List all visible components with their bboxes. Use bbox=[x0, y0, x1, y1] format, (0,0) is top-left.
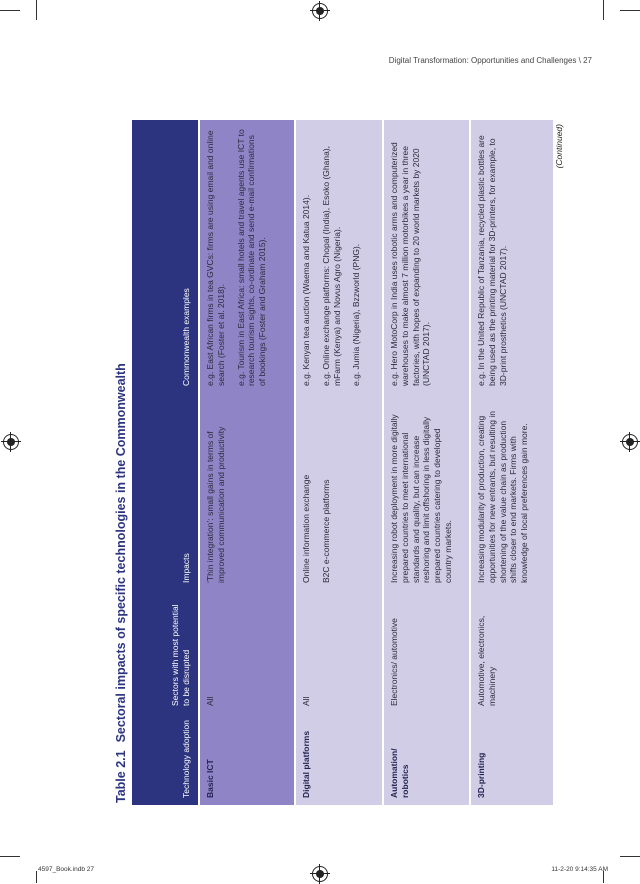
cell-sectors: Electronics/ automotive bbox=[389, 618, 399, 706]
table-row bbox=[384, 120, 469, 805]
crop-mark bbox=[620, 10, 640, 11]
cell-technology: Basic ICT bbox=[205, 759, 215, 798]
table-row bbox=[471, 120, 553, 805]
cell-impacts bbox=[471, 393, 553, 590]
example-text: e.g. Jumia (Nigeria), Bzzworld (PNG). bbox=[351, 243, 362, 386]
registration-mark-icon bbox=[622, 434, 638, 450]
example-text: e.g. Online exchange platforms: Chopal (India), Esoko (Ghana), mFarm (Kenya) and Novus Agro (Nigeria). bbox=[320, 145, 342, 386]
example-text: e.g. Tourism in East Africa: small hotels and travel agents use ICT to research tourism sights, co-ordinate and send e-mail confirmations of bookings (Foster and Graham 2015). bbox=[235, 129, 268, 386]
impact-text: B2C e-commerce platforms bbox=[320, 479, 331, 583]
impact-text: Online information exchange bbox=[301, 474, 311, 583]
table-number: Table 2.1 bbox=[114, 750, 128, 803]
registration-mark-icon bbox=[312, 866, 328, 882]
running-head: Digital Transformation: Opportunities and Challenges \ 27 bbox=[388, 56, 592, 65]
cell-technology: 3D-printing bbox=[476, 752, 486, 798]
impact-text: ‘Thin integration’: small gains in terms of improved communication and productivity bbox=[205, 426, 226, 583]
crop-mark bbox=[36, 871, 37, 883]
table-header bbox=[132, 120, 198, 805]
crop-mark bbox=[603, 0, 604, 20]
table-caption: Sectoral impacts of specific technologies in the Commonwealth bbox=[114, 363, 128, 743]
example-text: e.g. Kenyan tea auction (Waema and Katua 2014). bbox=[301, 194, 311, 386]
cell-sectors: All bbox=[301, 696, 311, 706]
example-text: e.g. East African firms in tea GVCs: firms are using email and online search (Foster et al. 2018). bbox=[205, 130, 226, 386]
rotated-table-area bbox=[110, 120, 564, 805]
table-row bbox=[296, 120, 382, 805]
example-text: e.g. Hero MotoCorp in India uses robotic arms and computerized warehouses to make almost 7 million motorbikes a year in three factories, with hopes of expanding to 20 world markets by 2020 (UNCTAD 2017). bbox=[389, 142, 432, 386]
example-text: e.g. In the United Republic of Tanzania, recycled plastic bottles are being used as the printing material for 3D-printers, for example, to 3D-print prosthetics (UNCTAD 2017). bbox=[476, 135, 508, 386]
slug-file: 4597_Book.indb 27 bbox=[38, 866, 95, 873]
cell-examples bbox=[384, 120, 469, 393]
cell-impacts bbox=[384, 393, 469, 590]
cell-sectors: All bbox=[205, 696, 215, 706]
table-row bbox=[200, 120, 294, 805]
crop-mark bbox=[0, 856, 20, 857]
crop-mark bbox=[0, 10, 20, 11]
header-sectors: Sectors with most potential to be disrupted bbox=[170, 604, 191, 706]
impact-text: Increasing modularity of production, creating opportunities for new entrants, but resulting in shortening of the value chain as production shifts closer to end markets. Firms with knowledge of local preferences gain more. bbox=[476, 411, 530, 583]
cell-impacts bbox=[296, 393, 382, 590]
cell-examples bbox=[200, 120, 294, 393]
slug-datetime: 11-2-20 9:14:35 AM bbox=[551, 866, 608, 873]
crop-mark bbox=[620, 856, 640, 857]
cell-impacts bbox=[200, 393, 294, 590]
impact-text: Increasing robot deployment in more digitally prepared countries to meet international standards and quality, but can increase reshoring and limit offshoring in less digitally prepared countries catering to developed country markets. bbox=[389, 414, 453, 583]
registration-mark-icon bbox=[312, 3, 328, 19]
header-impacts: Impacts bbox=[181, 553, 191, 583]
cell-sectors: Automotive, electronics, machinery bbox=[476, 615, 497, 706]
registration-mark-icon bbox=[3, 434, 19, 450]
table-title bbox=[110, 120, 132, 805]
cell-technology: Digital platforms bbox=[301, 730, 311, 798]
cell-examples bbox=[296, 120, 382, 393]
continued-note: (Continued) bbox=[554, 124, 564, 169]
cell-examples bbox=[471, 120, 553, 393]
cell-technology: Automation/ robotics bbox=[389, 748, 410, 798]
header-technology: Technology adoption bbox=[181, 720, 191, 798]
crop-mark bbox=[36, 0, 37, 20]
header-examples: Commonwealth examples bbox=[181, 288, 191, 386]
